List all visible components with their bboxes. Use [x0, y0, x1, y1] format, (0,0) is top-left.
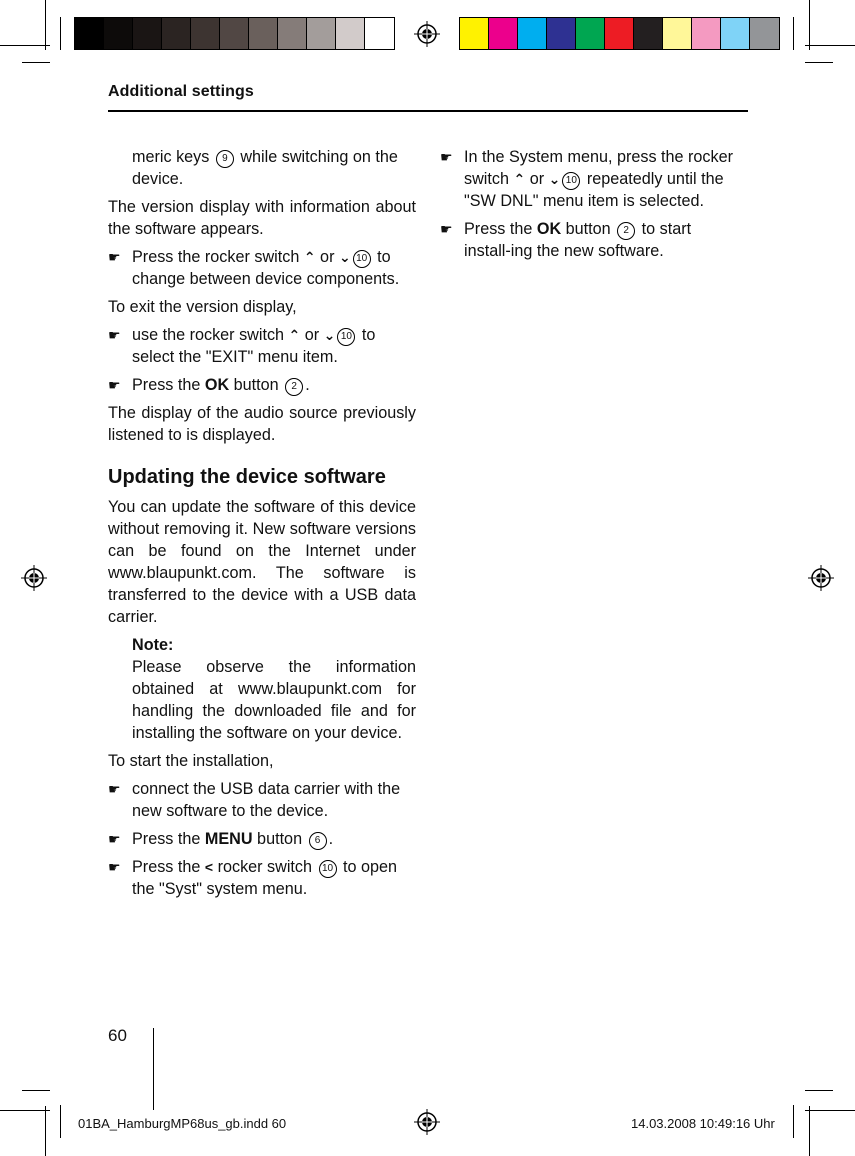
key-10-icon: 10	[337, 328, 355, 346]
key-10-icon: 10	[353, 250, 371, 268]
crop-mark	[60, 1105, 61, 1138]
right-column	[440, 146, 740, 268]
instruction-bullet: ☛ In the System menu, press the rocker switch ⌃ or ⌄ 10 repeatedly until the "SW DNL" menu item is selected.	[440, 148, 734, 210]
instruction-bullet: ☛ Press the < rocker switch 10 to open the "Syst" system menu.	[108, 858, 398, 898]
color-swatch	[191, 18, 220, 49]
rocker-up-icon: ⌃	[513, 171, 526, 187]
key-10-icon: 10	[562, 172, 580, 190]
pointing-hand-icon: ☛	[108, 249, 121, 265]
color-swatch	[278, 18, 307, 49]
key-2-icon: 2	[285, 378, 303, 396]
crop-mark	[22, 62, 50, 63]
rocker-up-icon: ⌃	[288, 327, 301, 343]
paragraph: You can update the software of this device without removing it. New software versions can be found on the Internet under www.blaupunkt.com. The software is transferred to the device with a USB data carrier.	[108, 498, 416, 626]
slug-timestamp: 14.03.2008 10:49:16 Uhr	[631, 1116, 775, 1131]
color-swatch	[460, 18, 489, 49]
gutter-line	[153, 1028, 154, 1110]
key-9-icon: 9	[216, 150, 234, 168]
registration-mark-icon	[808, 565, 834, 591]
header-rule	[108, 110, 748, 112]
color-swatch	[220, 18, 249, 49]
rocker-up-icon: ⌃	[303, 249, 316, 265]
page-number: 60	[108, 1026, 127, 1045]
color-swatch	[336, 18, 365, 49]
color-swatch	[489, 18, 518, 49]
left-column	[108, 146, 416, 906]
process-color-bar	[459, 17, 780, 50]
crop-mark	[805, 62, 833, 63]
key-10-icon: 10	[319, 860, 337, 878]
paragraph: The display of the audio source previously listened to is displayed.	[108, 404, 416, 444]
crop-mark	[805, 1090, 833, 1091]
color-swatch	[605, 18, 634, 49]
crop-mark	[809, 0, 810, 50]
color-swatch	[249, 18, 278, 49]
crop-mark	[45, 0, 46, 50]
pointing-hand-icon: ☛	[108, 377, 121, 393]
instruction-bullet: ☛ Press the rocker switch ⌃ or ⌄ 10 to change between device components.	[108, 248, 400, 288]
color-swatch	[75, 18, 104, 49]
grayscale-color-bar	[74, 17, 395, 50]
continued-paragraph: meric keys 9 while switching on the device.	[132, 148, 398, 188]
rocker-down-icon: ⌄	[338, 249, 351, 265]
registration-mark-icon	[414, 21, 440, 47]
pointing-hand-icon: ☛	[108, 781, 121, 797]
color-swatch	[576, 18, 605, 49]
key-6-icon: 6	[309, 832, 327, 850]
paragraph: To start the installation,	[108, 752, 274, 770]
registration-mark-icon	[414, 1109, 440, 1135]
note-title: Note:	[132, 636, 174, 654]
paragraph: The version display with information about the software appears.	[108, 198, 416, 238]
section-header: Additional settings	[108, 83, 254, 100]
pointing-hand-icon: ☛	[440, 221, 453, 237]
crop-mark	[60, 17, 61, 50]
color-swatch	[663, 18, 692, 49]
crop-mark	[805, 45, 855, 46]
paragraph: To exit the version display,	[108, 298, 297, 316]
pointing-hand-icon: ☛	[440, 149, 453, 165]
crop-mark	[793, 1105, 794, 1138]
color-swatch	[162, 18, 191, 49]
color-swatch	[692, 18, 721, 49]
registration-mark-icon	[21, 565, 47, 591]
note-text: Please observe the information obtained at www.blaupunkt.com for handling the downloaded file and for installing the software on your device.	[132, 658, 416, 742]
color-swatch	[104, 18, 133, 49]
crop-mark	[805, 1110, 855, 1111]
rocker-down-icon: ⌄	[323, 327, 336, 343]
pointing-hand-icon: ☛	[108, 831, 121, 847]
color-swatch	[721, 18, 750, 49]
color-swatch	[365, 18, 394, 49]
rocker-down-icon: ⌄	[548, 171, 561, 187]
crop-mark	[0, 1110, 50, 1111]
color-swatch	[750, 18, 779, 49]
pointing-hand-icon: ☛	[108, 327, 121, 343]
instruction-bullet: ☛ Press the OK button 2 .	[108, 376, 310, 394]
pointing-hand-icon: ☛	[108, 859, 121, 875]
instruction-bullet: ☛ use the rocker switch ⌃ or ⌄ 10 to select the "EXIT" menu item.	[108, 326, 376, 366]
instruction-bullet: ☛ Press the MENU button 6 .	[108, 830, 334, 848]
rocker-left-icon: <	[204, 859, 214, 875]
instruction-bullet: ☛ Press the OK button 2 to start install-ing the new software.	[440, 220, 692, 260]
crop-mark	[45, 1106, 46, 1156]
crop-mark	[0, 45, 50, 46]
crop-mark	[793, 17, 794, 50]
slug-filename: 01BA_HamburgMP68us_gb.indd 60	[78, 1116, 287, 1131]
key-2-icon: 2	[617, 222, 635, 240]
color-swatch	[133, 18, 162, 49]
color-swatch	[518, 18, 547, 49]
crop-mark	[22, 1090, 50, 1091]
color-swatch	[307, 18, 336, 49]
color-swatch	[634, 18, 663, 49]
crop-mark	[809, 1106, 810, 1156]
color-swatch	[547, 18, 576, 49]
section-heading: Updating the device software	[108, 466, 386, 488]
instruction-bullet: ☛ connect the USB data carrier with the new software to the device.	[108, 780, 401, 820]
